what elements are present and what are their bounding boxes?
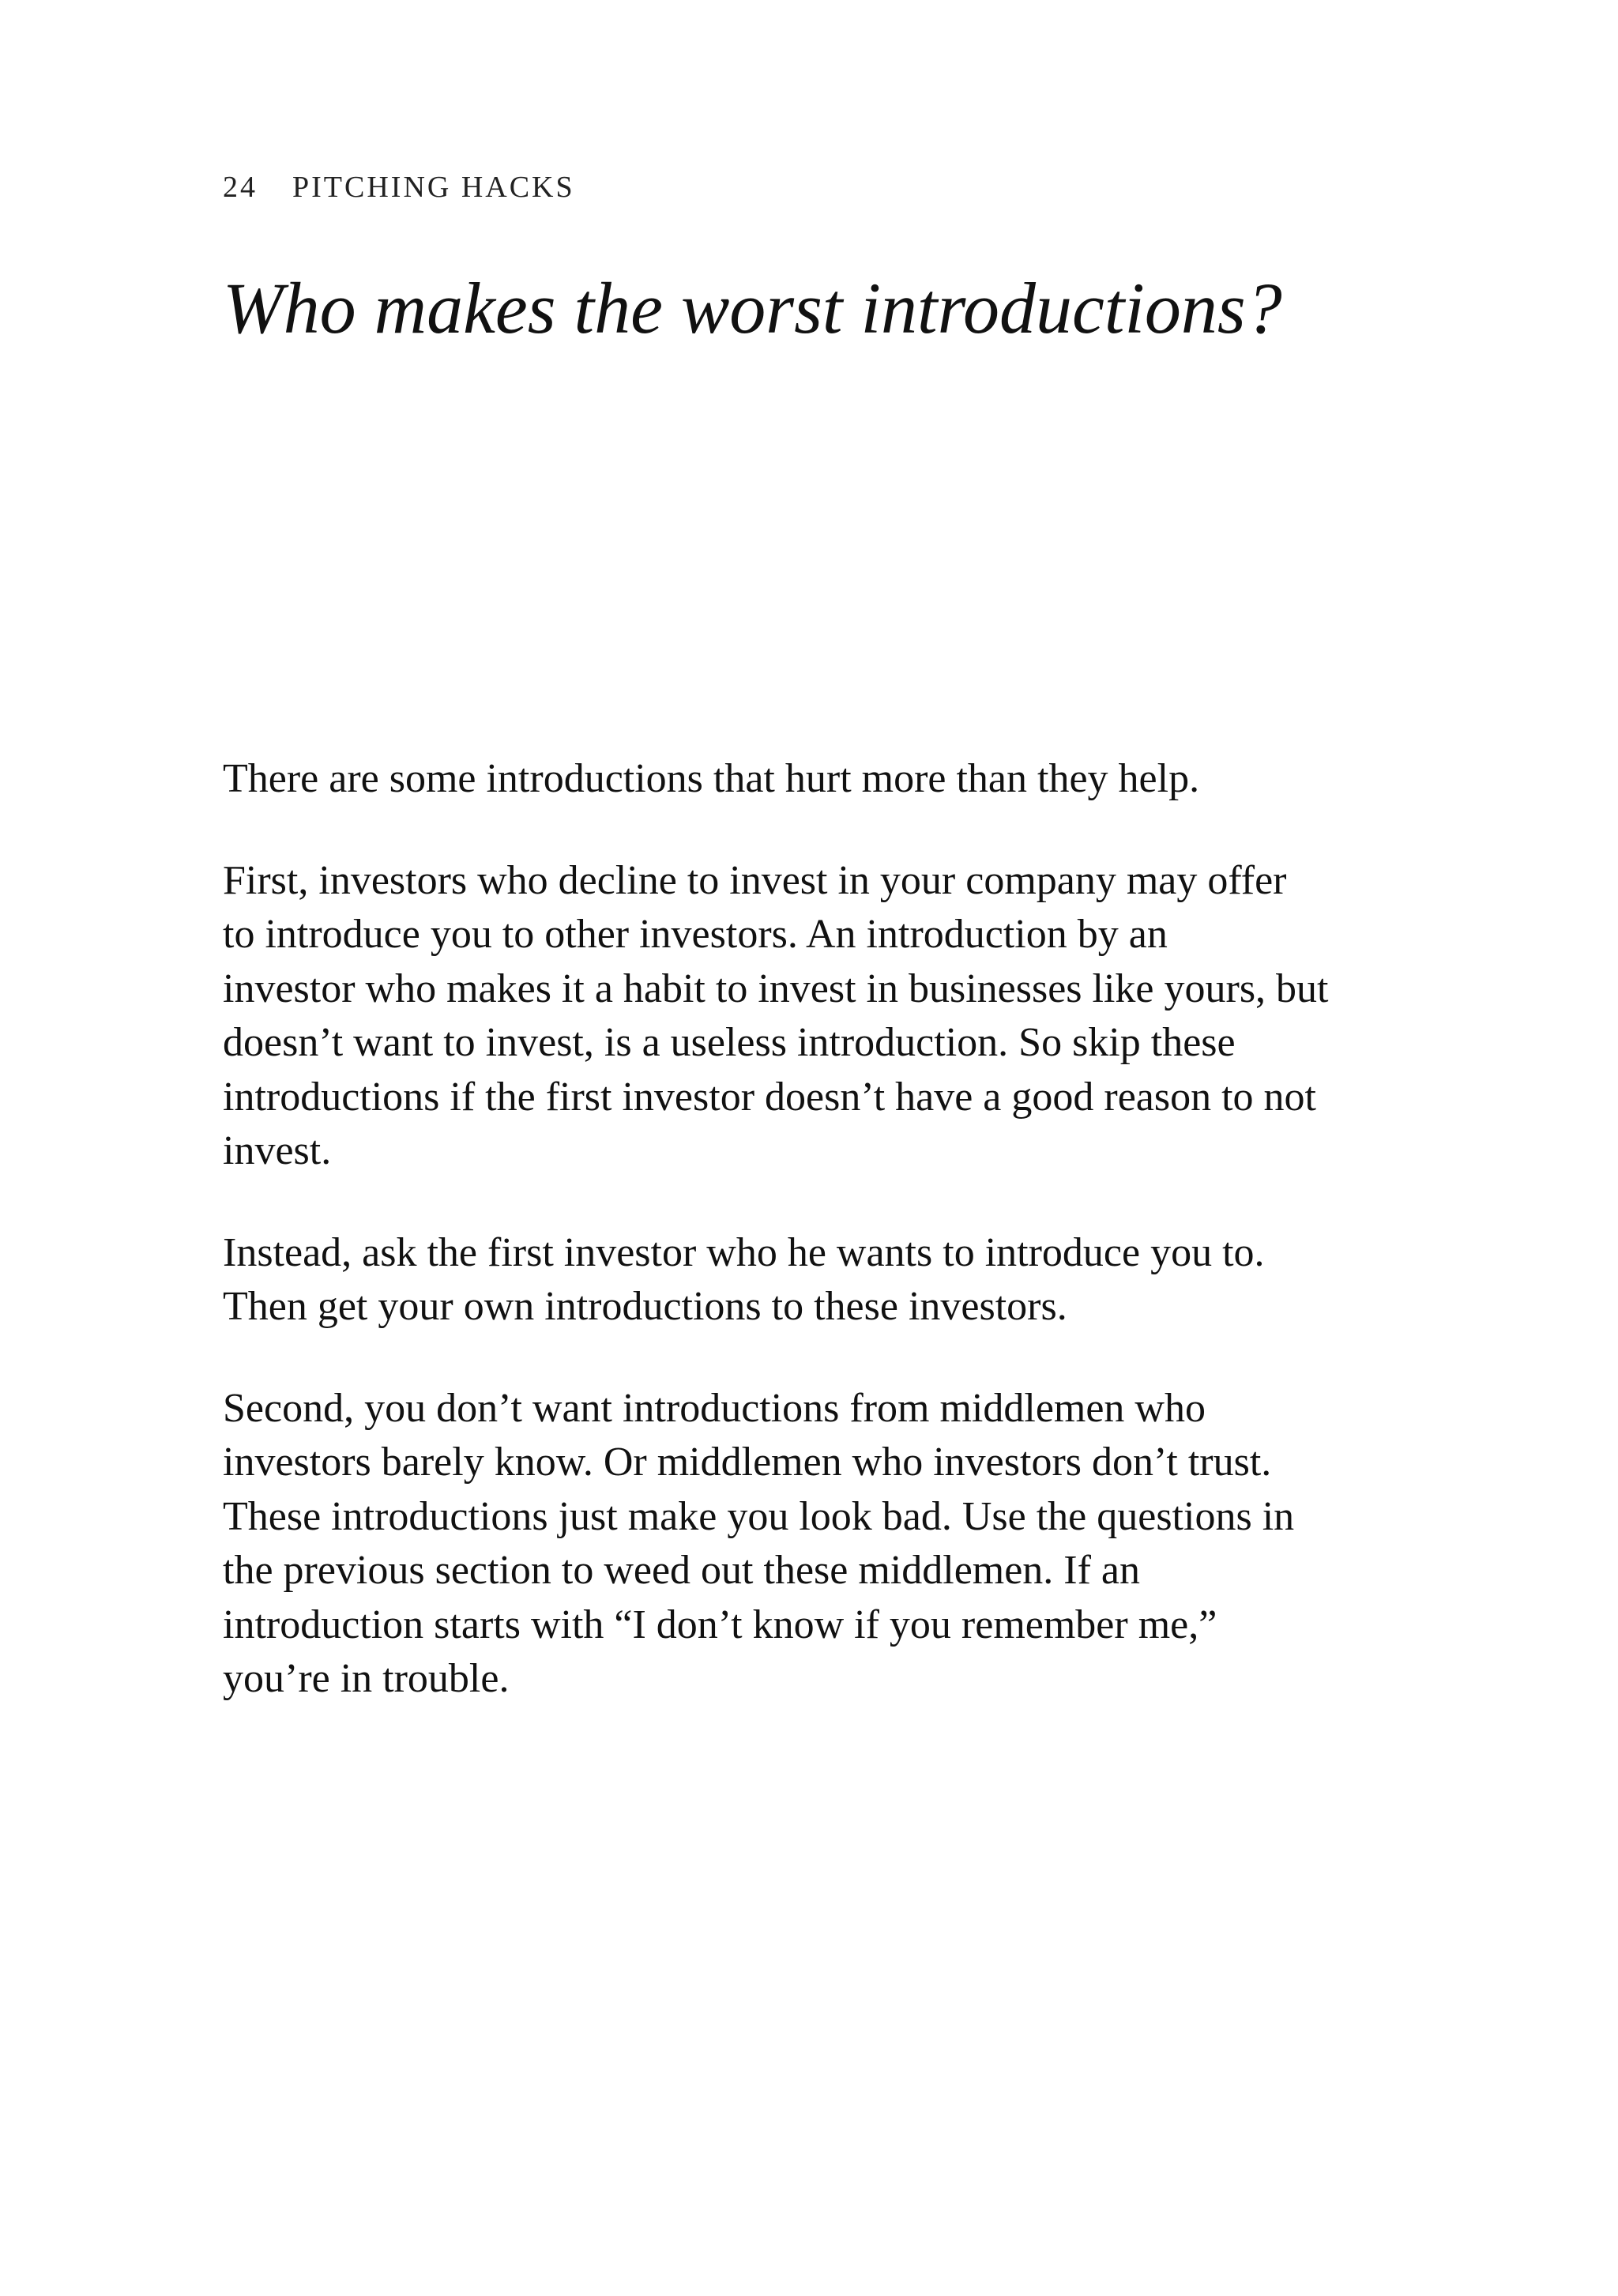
paragraph-first-point bbox=[223, 854, 1455, 1179]
text-line: First, investors who decline to invest in your company may offer bbox=[223, 857, 1287, 903]
text-line: Then get your own introductions to these investors. bbox=[223, 1284, 1067, 1329]
text-line: doesn’t want to invest, is a useless introduction. So skip these bbox=[223, 1020, 1236, 1065]
paragraph-second-point bbox=[223, 1382, 1455, 1707]
paragraph-intro bbox=[223, 752, 1455, 807]
text-line: Instead, ask the first investor who he wants to introduce you to. bbox=[223, 1229, 1265, 1275]
text-line: These introductions just make you look bad. Use the questions in bbox=[223, 1493, 1295, 1539]
text-line: Second, you don’t want introductions from middlemen who bbox=[223, 1385, 1206, 1431]
page-number: 24 bbox=[223, 171, 258, 204]
text-line: There are some introductions that hurt more than they help. bbox=[223, 756, 1200, 801]
paragraph-instead bbox=[223, 1226, 1455, 1334]
text-line: investors barely know. Or middlemen who investors don’t trust. bbox=[223, 1440, 1272, 1485]
running-title: PITCHING HACKS bbox=[292, 171, 575, 204]
body-text bbox=[223, 752, 1455, 1754]
text-line: you’re in trouble. bbox=[223, 1656, 510, 1701]
text-line: introductions if the first investor doesn’t have a good reason to not bbox=[223, 1074, 1316, 1120]
text-line: invest. bbox=[223, 1128, 332, 1173]
chapter-title: Who makes the worst introductions? bbox=[223, 268, 1282, 348]
text-line: introduction starts with “I don’t know if you remember me,” bbox=[223, 1602, 1217, 1647]
text-line: to introduce you to other investors. An introduction by an bbox=[223, 912, 1168, 957]
running-header bbox=[223, 167, 575, 207]
text-line: the previous section to weed out these middlemen. If an bbox=[223, 1548, 1141, 1593]
text-line: investor who makes it a habit to invest in businesses like yours, but bbox=[223, 965, 1329, 1011]
